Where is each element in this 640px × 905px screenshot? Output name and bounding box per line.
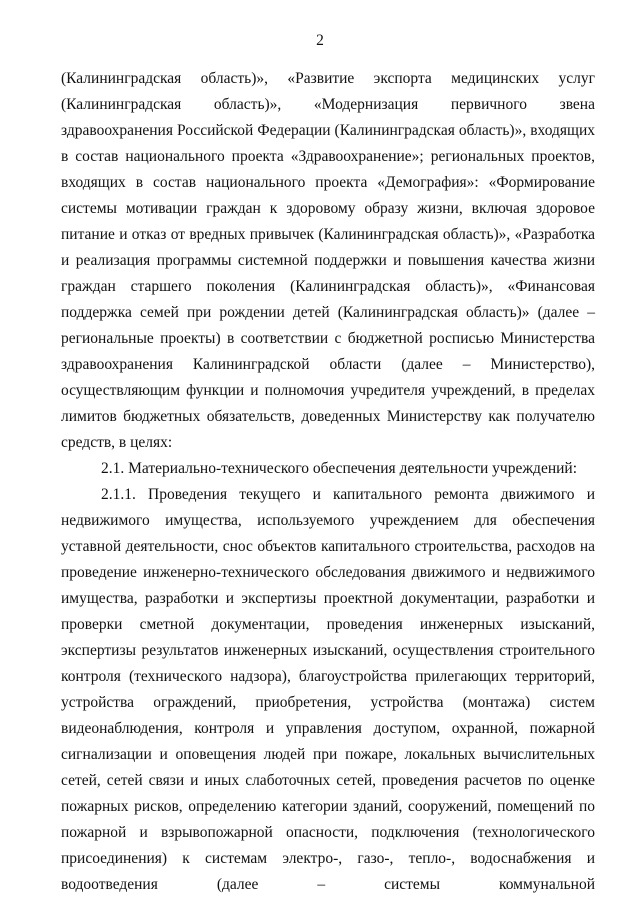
paragraph-2-1-1: 2.1.1. Проведения текущего и капитального ремонта движимого и недвижимого имущества, используемого учреждением для обеспечения уставной деятельности, снос объектов капитального строительства, расходов на проведение инженерно-технического обследования движимого и недвижимого имущества, разработки и экспертизы проектной документации, разработки и проверки сметной документации, проведения инженерных изысканий, экспертизы результатов инженерных изысканий, осуществления строительного контроля (технического надзора), благоустройства прилегающих территорий, устройства ограждений, приобретения, устройства (монтажа) систем видеонаблюдения, контроля и управления доступом, охранной, пожарной сигнализации и оповещения людей при пожаре, локальных вычислительных сетей, сетей связи и иных слаботочных сетей, проведения расчетов по оценке пожарных рисков, определению категории зданий, сооружений, помещений по пожарной и взрывопожарной опасности, подключения (технологического присоединения) к системам электро-, газо-, тепло-, водоснабжения и водоотведения (далее – системы коммунальной — [61, 486, 595, 893]
page-number: 2 — [316, 32, 324, 49]
document-body — [61, 66, 595, 898]
paragraph-regional-projects: (Калининградская область)», «Развитие экспорта медицинских услуг (Калининградская область)», «Модернизация первичного звена здравоохранения Российской Федерации (Калининградская область)», входящих в состав национального проекта «Здравоохранение»; региональных проектов, входящих в состав национального проекта «Демография»: «Формирование системы мотивации граждан к здоровому образу жизни, включая здоровое питание и отказ от вредных привычек (Калининградская область)», «Разработка и реализация программы системной поддержки и повышения качества жизни граждан старшего поколения (Калининградская область)», «Финансовая поддержка семей при рождении детей (Калининградская область)» (далее – региональные проекты) в соответствии с бюджетной росписью Министерства здравоохранения Калининградской области (далее – Министерство), осуществляющим функции и полномочия учредителя учреждений, в пределах лимитов бюджетных обязательств, доведенных Министерству как получателю средств, в целях: — [61, 70, 595, 451]
paragraph-2-1: 2.1. Материально-технического обеспечения деятельности учреждений: — [101, 460, 578, 477]
